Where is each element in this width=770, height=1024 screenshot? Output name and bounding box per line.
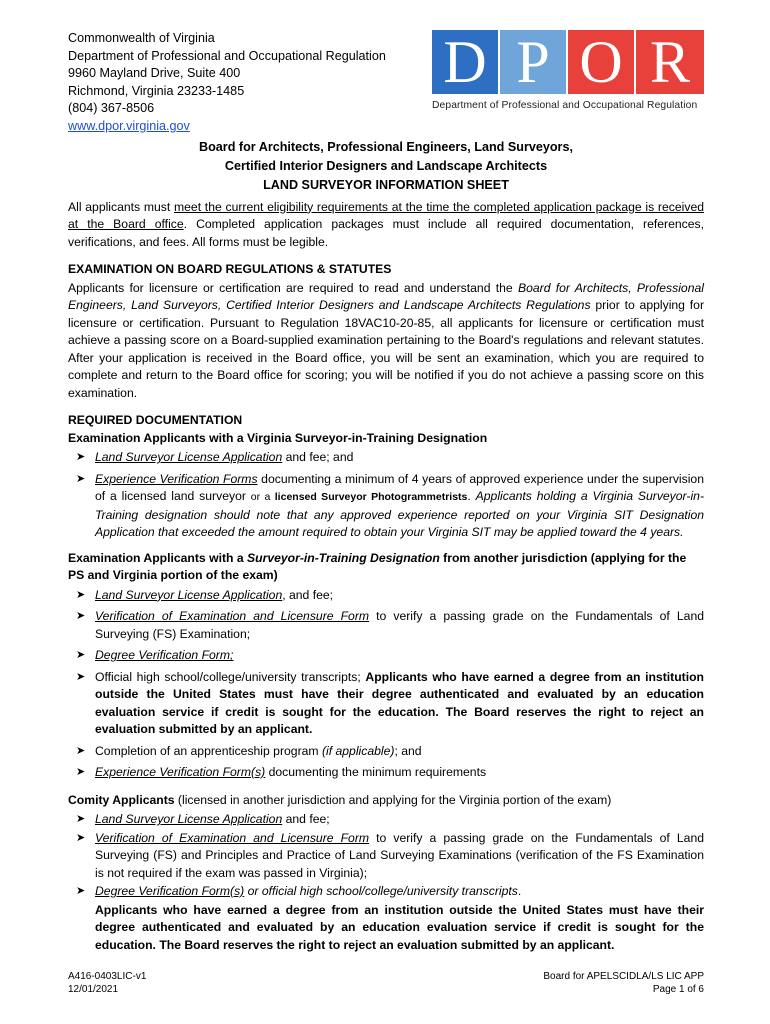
required-heading: REQUIRED DOCUMENTATION [68,413,243,428]
title-line-3: LAND SURVEYOR INFORMATION SHEET [263,177,509,192]
title-line-1: Board for Architects, Professional Engineers, Land Surveyors, [199,139,573,154]
regulations-title: Board for Architects, Professional Engineers, Land Surveyors, Certified Interior Designers and Landscape Architects Regulations [68,280,704,313]
logo-tile-o: O [568,30,634,94]
item-text: Completion of an apprenticeship program [95,743,322,758]
arrow-bullet-icon: ➤ [76,588,86,601]
document-title [68,138,704,195]
heading-italic: Surveyor-in-Training Designation [247,550,440,565]
address-line: Commonwealth of Virginia [68,31,215,45]
item-text-dot: . [517,884,522,899]
other-jurisdiction-heading [68,550,704,585]
exam-text: Applicants for licensure or certification are required to read and understand the [68,280,518,295]
logo-tile-d: D [432,30,498,94]
item-text: and fee; and [282,450,354,465]
item-text-bold: licensed Surveyor Photogrammetrists [274,491,468,504]
list-item [68,669,704,739]
degree-verification-link[interactable]: Degree Verification Form(s) [95,884,245,899]
comity-heading [68,792,704,810]
item-note-italic: Applicants holding a Virginia Surveyor-in-Training designation should note that any approved experience reported on your Virginia SIT Designation Application that exceeded the amount required to obtain your Virginia SIT may be applied toward the 4 years. [95,489,704,540]
agency-address [68,30,704,136]
heading-bold: Comity Applicants [68,792,175,807]
item-text: to verify a passing grade on the Fundamentals of Land Surveying (FS) and Principles and Practice of Land Surveying Examinations (verification of the FS Examination is not required if the exam was passed in Virginia); [95,830,704,880]
exam-paragraph [68,280,704,403]
item-text-or: or a [250,491,275,504]
comity-note: Applicants who have earned a degree from an institution outside the United States must have their degree authenticated and evaluated by an education evaluation service if credit is sought for the education. The Board reserves the right to reject an evaluation submitted by an applicant. [95,902,704,952]
page-footer [68,970,704,996]
exam-text-rest: prior to applying for licensure or certification. Pursuant to Regulation 18VAC10-20-85, all applicants for licensure or certification must achieve a passing score on a Board-supplied examination pertaining to the Board's regulations and relevant statutes. After your application is received in the Board office, you will be sent an examination, which you are required to complete and return to the Board office for scoring; you will be notified if you do not achieve a passing score on this examination. [68,298,705,400]
experience-verification-link[interactable]: Experience Verification Forms [95,471,258,486]
item-text: , and fee; [282,587,334,602]
list-item [68,811,704,829]
item-text: documenting the minimum requirements [265,765,487,780]
list-item [68,647,704,665]
arrow-bullet-icon: ➤ [76,610,86,623]
sit-list [68,449,704,542]
list-item [68,608,704,643]
item-text-dot: . [467,489,476,504]
intro-underlined-text: meet the current eligibility requirements at the time the completed application package is received at the Board office [68,199,704,232]
heading-text: Examination Applicants with a [68,550,248,565]
arrow-bullet-icon: ➤ [76,472,86,485]
item-text-italic: or official high school/college/university transcripts [244,884,518,899]
document-body [68,30,704,954]
item-text-italic: (if applicable) [321,743,395,758]
item-text: documenting a minimum of 4 years of approved experience under the supervision of a licensed land surveyor [95,471,704,504]
logo-tile-r: R [636,30,704,94]
list-item [68,830,704,883]
form-date: 12/01/2021 [68,984,119,995]
land-surveyor-application-link[interactable]: Land Surveyor License Application [95,450,283,465]
item-text: Official high school/college/university transcripts; [95,669,366,684]
exam-heading: EXAMINATION ON BOARD REGULATIONS & STATUTES [68,262,392,277]
arrow-bullet-icon: ➤ [76,885,86,898]
other-jurisdiction-list [68,587,704,782]
heading-text-rest: from another jurisdiction (applying for the PS and Virginia portion of the exam) [68,550,687,583]
heading-text: (licensed in another jurisdiction and applying for the Virginia portion of the exam) [174,792,612,807]
website-link[interactable]: www.dpor.virginia.gov [68,118,190,133]
arrow-bullet-icon: ➤ [76,451,86,464]
land-surveyor-application-link[interactable]: Land Surveyor License Application [95,587,283,602]
title-line-2: Certified Interior Designers and Landscape Architects [224,158,548,173]
address-line: (804) 367-8506 [68,101,155,116]
arrow-bullet-icon: ➤ [76,813,86,826]
experience-verification-link[interactable]: Experience Verification Form(s) [95,765,266,780]
footer-right [543,970,704,996]
verification-of-examination-link[interactable]: Verification of Examination and Licensure Form [95,609,370,624]
list-item [68,764,704,782]
item-text-bold: Applicants who have earned a degree from an institution outside the United States must have their degree authenticated and evaluated by an education evaluation service if credit is sought for the education. The Board reserves the right to reject an evaluation submitted by an applicant. [95,669,704,737]
address-line: Richmond, Virginia 23233-1485 [68,83,245,98]
sit-heading: Examination Applicants with a Virginia Surveyor-in-Training Designation [68,430,488,445]
degree-verification-link[interactable]: Degree Verification Form; [95,648,234,663]
arrow-bullet-icon: ➤ [76,649,86,662]
address-line: 9960 Mayland Drive, Suite 400 [68,66,241,81]
logo-tile-p: P [500,30,566,94]
list-item [68,449,704,467]
form-code: A416-0403LIC-v1 [68,971,147,982]
arrow-bullet-icon: ➤ [76,766,86,779]
list-item [68,743,704,761]
intro-text: All applicants must [68,199,174,214]
verification-of-examination-link[interactable]: Verification of Examination and Licensure Form [95,830,370,845]
land-surveyor-application-link[interactable]: Land Surveyor License Application [95,812,283,827]
board-app-label: Board for APELSCIDLA/LS LIC APP [543,971,704,982]
list-item [68,471,704,542]
list-item [68,883,704,901]
intro-paragraph [68,199,704,252]
arrow-bullet-icon: ➤ [76,831,86,844]
item-text: and fee; [282,812,330,827]
comity-list [68,811,704,901]
item-text-rest: ; and [394,743,422,758]
logo-caption: Department of Professional and Occupational Regulation [432,100,698,111]
list-item [68,587,704,605]
address-line: Department of Professional and Occupational Regulation [68,48,386,63]
intro-text-rest: . Completed application packages must include all required documentation, references, verifications, and fees. All forms must be legible. [68,217,704,249]
item-text: to verify a passing grade on the Fundamentals of Land Surveying (FS) Examination; [95,609,704,641]
arrow-bullet-icon: ➤ [76,744,86,757]
page-number: Page 1 of 6 [652,984,704,995]
arrow-bullet-icon: ➤ [76,670,86,683]
